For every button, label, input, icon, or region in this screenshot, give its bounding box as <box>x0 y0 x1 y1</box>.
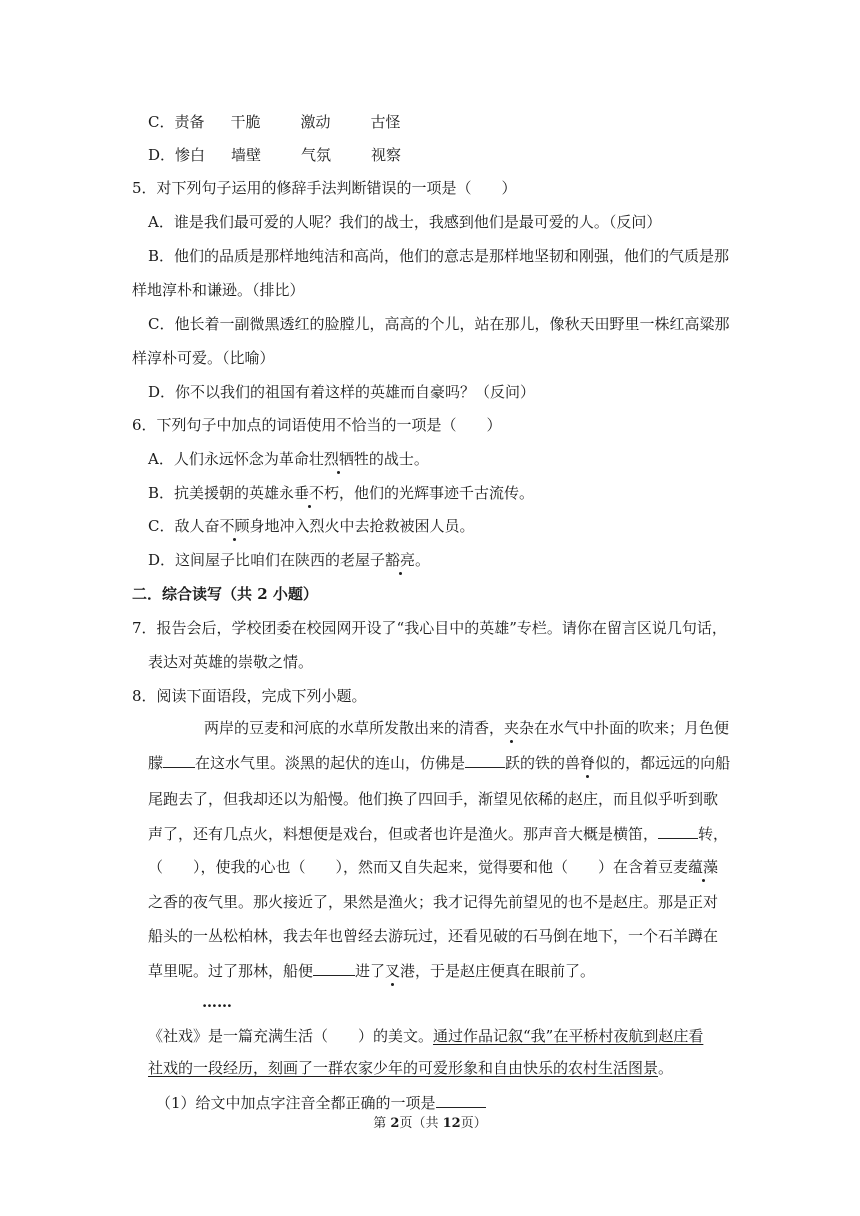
word: 激动 <box>300 113 331 131</box>
passage-line: 朦 在这水气里。淡黑的起伏的连山，仿佛是 跃的铁的兽脊似的，都远远的向船 <box>148 754 731 772</box>
dotted-word: 豁亮 <box>385 551 416 569</box>
fill-blank <box>313 960 355 976</box>
q5-option-b-line1: B．他们的品质是那样地纯洁和高尚，他们的意志是那样地坚韧和刚强，他们的气质是那 <box>148 247 730 265</box>
dotted-word: 壮烈牺牲 <box>308 450 369 468</box>
fill-blank <box>465 752 505 768</box>
option-label: C． <box>148 113 175 131</box>
dotted-char: 叉 <box>385 962 401 980</box>
underlined-text: 社戏的一段经历，刻画了一群农家少年的可爱形象和自由快乐的农村生活图景 <box>148 1059 659 1077</box>
summary-line: 《社戏》是一篇充满生活（ ）的美文。通过作品记叙“我”在平桥村夜航到赵庄看 <box>148 1027 704 1045</box>
answer-blank <box>436 1092 486 1108</box>
word: 气氛 <box>301 146 332 164</box>
total-pages: 12 <box>442 1116 461 1131</box>
q5-option-d: D．你不以我们的祖国有着这样的英雄而自豪吗？（反问） <box>148 383 536 401</box>
q5-option-a: A．谁是我们最可爱的人呢？我们的战士，我感到他们是最可爱的人。（反问） <box>148 213 662 231</box>
ellipsis: …… <box>202 993 232 1011</box>
q4-option-c <box>148 112 401 132</box>
word: 干脆 <box>230 113 261 131</box>
dotted-word: 永垂不朽 <box>279 484 340 502</box>
section-heading: 二．综合读写（共 2 小题） <box>132 585 318 603</box>
q6-option-b: B．抗美援朝的英雄永垂不朽，他们的光辉事迹千古流传。 <box>148 484 535 502</box>
dotted-char: 脊 <box>580 754 596 772</box>
q7-line1: 7．报告会后，学校团委在校园网开设了“我心目中的英雄”专栏。请你在留言区说几句话， <box>132 619 727 637</box>
dotted-char: 蕴藻 <box>688 858 719 876</box>
q6-stem: 6．下列句子中加点的词语使用不恰当的一项是（ ） <box>132 416 502 434</box>
passage-line: 声了，还有几点火，料想便是戏台，但或者也许是渔火。那声音大概是横笛， 转， <box>148 825 729 843</box>
word: 古怪 <box>370 113 401 131</box>
fill-blank <box>658 823 698 839</box>
word: 惨白 <box>175 146 206 164</box>
passage-line: （ ），使我的心也（ ），然而又自失起来，觉得要和他（ ）在含着豆麦蕴藻 <box>148 858 719 876</box>
page-number: 2 <box>390 1116 400 1131</box>
passage-line: 船头的一丛松柏林，我去年也曾经去游玩过，还看见破的石马倒在地下，一个石羊蹲在 <box>148 927 719 945</box>
q5-option-c-line2: 样淳朴可爱。（比喻） <box>132 349 275 367</box>
word: 墙壁 <box>231 146 262 164</box>
summary-line: 社戏的一段经历，刻画了一群农家少年的可爱形象和自由快乐的农村生活图景。 <box>148 1059 674 1077</box>
q7-line2: 表达对英雄的崇敬之情。 <box>148 653 314 671</box>
q6-option-c: C．敌人奋不顾身地冲入烈火中去抢救被困人员。 <box>148 517 475 535</box>
option-label: D． <box>148 146 176 164</box>
passage-line: 草里呢。过了那林，船便 进了叉港，于是赵庄便真在眼前了。 <box>148 962 596 980</box>
passage-line: 尾跑去了，但我却还以为船慢。他们换了四回手，渐望见依稀的赵庄，而且似乎听到歌 <box>148 790 719 808</box>
dotted-char: 夹 <box>504 719 520 737</box>
word: 视察 <box>371 146 402 164</box>
passage-line: 两岸的豆麦和河底的水草所发散出来的清香，夹杂在水气中扑面的吹来；月色便 <box>204 719 730 737</box>
q6-option-d: D．这间屋子比咱们在陕西的老屋子豁亮。 <box>148 551 431 569</box>
q5-stem: 5．对下列句子运用的修辞手法判断错误的一项是（ ） <box>132 179 517 197</box>
word: 责备 <box>174 113 205 131</box>
q6-option-a: A．人们永远怀念为革命壮烈牺牲的战士。 <box>148 450 429 468</box>
q8-stem: 8．阅读下面语段，完成下列小题。 <box>132 687 367 705</box>
q5-option-b-line2: 样地淳朴和谦逊。（排比） <box>132 281 305 299</box>
q4-option-d <box>148 145 401 165</box>
sub-question-1: （1）给文中加点字注音全都正确的一项是 <box>156 1092 486 1113</box>
dotted-word: 奋不顾身 <box>204 517 265 535</box>
page-footer: 第 2页（共 12页） <box>373 1116 487 1131</box>
fill-blank <box>163 752 195 768</box>
q5-option-c-line1: C．他长着一副微黑透红的脸膛儿，高高的个儿，站在那儿，像秋天田野里一株红高粱那 <box>148 315 730 333</box>
underlined-text: 通过作品记叙“我”在平桥村夜航到赵庄看 <box>433 1027 704 1045</box>
passage-line: 之香的夜气里。那火接近了，果然是渔火；我才记得先前望见的也不是赵庄。那是正对 <box>148 893 719 911</box>
